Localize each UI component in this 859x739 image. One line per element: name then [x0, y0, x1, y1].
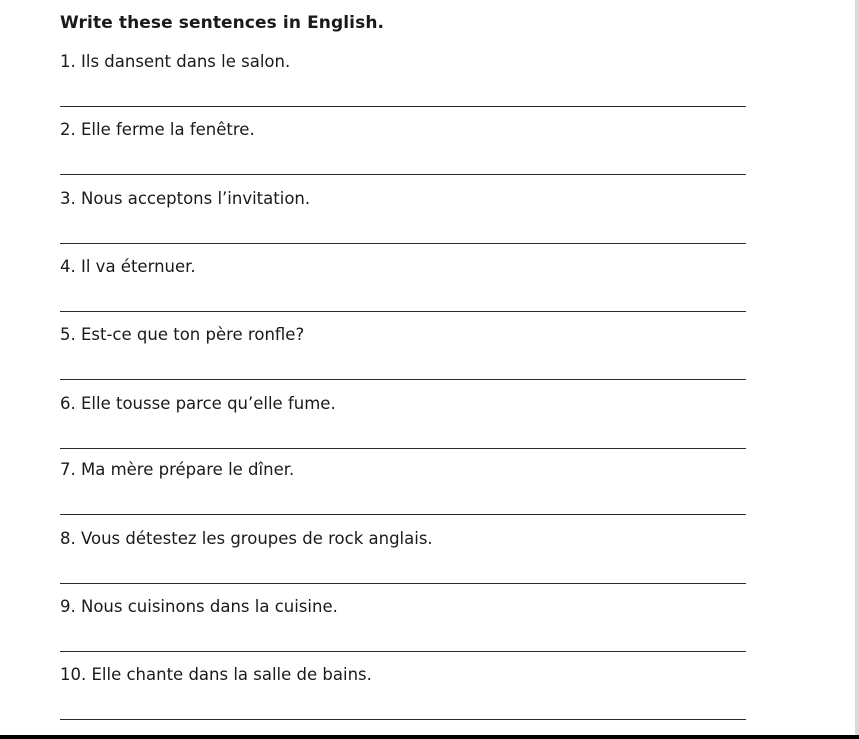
exercise-item-4 — [60, 257, 746, 277]
answer-line[interactable] — [60, 448, 746, 449]
exercise-item-3 — [60, 189, 746, 209]
exercise-item-2 — [60, 120, 746, 140]
question-text: 5. Est-ce que ton père ronfle? — [60, 325, 305, 344]
question-text: 7. Ma mère prépare le dîner. — [60, 460, 295, 479]
question-text: 3. Nous acceptons l’invitation. — [60, 189, 311, 208]
exercise-item-10 — [60, 665, 746, 685]
answer-line[interactable] — [60, 243, 746, 244]
answer-line[interactable] — [60, 583, 746, 584]
exercise-item-7 — [60, 460, 746, 480]
question-text: 2. Elle ferme la fenêtre. — [60, 120, 255, 139]
exercise-item-8 — [60, 529, 746, 549]
exercise-item-6 — [60, 394, 746, 414]
worksheet-title: Write these sentences in English. — [60, 13, 385, 33]
answer-line[interactable] — [60, 514, 746, 515]
page-edge-bottom — [0, 735, 859, 739]
answer-line[interactable] — [60, 651, 746, 652]
question-text: 9. Nous cuisinons dans la cuisine. — [60, 597, 338, 616]
answer-line[interactable] — [60, 719, 746, 720]
exercise-item-5 — [60, 325, 746, 345]
exercise-item-1 — [60, 52, 746, 72]
answer-line[interactable] — [60, 311, 746, 312]
question-text: 10. Elle chante dans la salle de bains. — [60, 665, 372, 684]
answer-line[interactable] — [60, 174, 746, 175]
answer-line[interactable] — [60, 106, 746, 107]
page-edge-right — [855, 0, 859, 739]
question-text: 1. Ils dansent dans le salon. — [60, 52, 291, 71]
question-text: 6. Elle tousse parce qu’elle fume. — [60, 394, 336, 413]
question-text: 4. Il va éternuer. — [60, 257, 196, 276]
question-text: 8. Vous détestez les groupes de rock anglais. — [60, 529, 433, 548]
exercise-item-9 — [60, 597, 746, 617]
answer-line[interactable] — [60, 379, 746, 380]
